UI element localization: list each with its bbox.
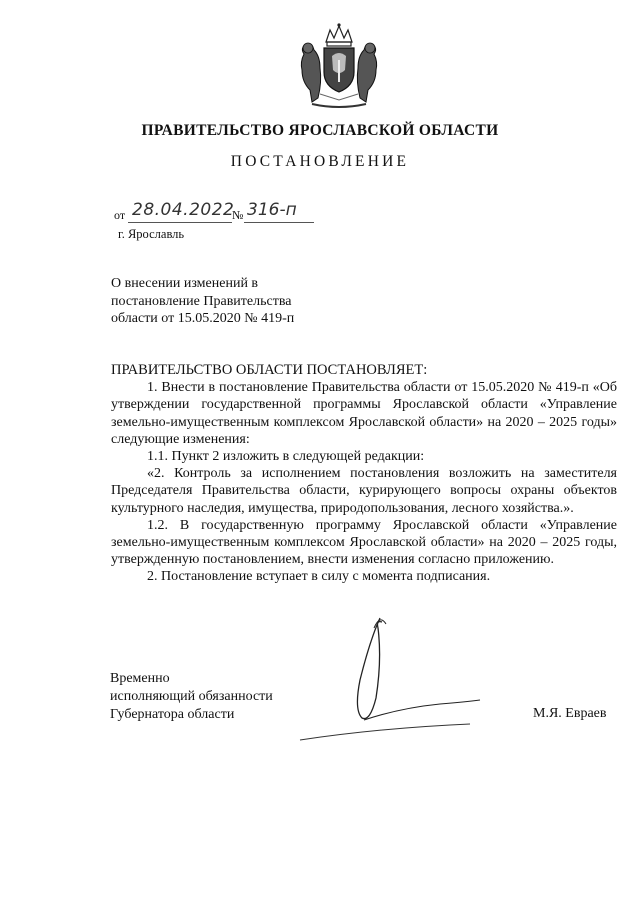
signer-position-line: Временно bbox=[110, 671, 170, 686]
paragraph-item-1-1-quote: «2. Контроль за исполнением постановления возложить на заместителя Председателя Правительства области, курирующего вопросы охраны объектов культурного наследия, имущества, природопользования, лесного хозяйства.». bbox=[111, 466, 617, 516]
coat-of-arms-icon bbox=[290, 20, 388, 112]
signer-position-line: исполняющий обязанности bbox=[110, 689, 273, 704]
handwritten-number: 316-п bbox=[247, 200, 297, 220]
document-subject bbox=[111, 275, 294, 328]
number-underline bbox=[244, 222, 314, 223]
paragraph-item-1: 1. Внести в постановление Правительства области от 15.05.2020 № 419-п «Об утверждении государственной программы Ярославской области «Управление земельно-имущественным комплексом Ярославской области» на 2020 – 2025 годы» следующие изменения: bbox=[111, 380, 617, 447]
handwritten-signature bbox=[290, 600, 490, 750]
resolution-heading: ПРАВИТЕЛЬСТВО ОБЛАСТИ ПОСТАНОВЛЯЕТ: bbox=[111, 362, 428, 378]
registration-line bbox=[114, 200, 344, 226]
document-type: ПОСТАНОВЛЕНИЕ bbox=[230, 153, 410, 170]
paragraph-item-1-1: 1.1. Пункт 2 изложить в следующей редакции: bbox=[147, 449, 425, 465]
number-prefix: № bbox=[232, 208, 244, 222]
document-body bbox=[111, 362, 617, 586]
paragraph-item-2: 2. Постановление вступает в силу с момента подписания. bbox=[147, 569, 491, 585]
subject-line: О внесении изменений в bbox=[111, 276, 259, 291]
date-prefix: от bbox=[114, 208, 126, 222]
subject-line: постановление Правительства bbox=[111, 293, 292, 309]
handwritten-date: 28.04.2022 bbox=[132, 200, 235, 220]
paragraph-item-1-2: 1.2. В государственную программу Ярославской области «Управление земельно-имущественным комплексом Ярославской области» на 2020 – 2025 годы, утвержденную постановлением, внести изменения согласно приложению. bbox=[111, 517, 617, 568]
signer-name: М.Я. Евраев bbox=[533, 706, 607, 721]
date-underline bbox=[128, 222, 232, 223]
signer-position-line: Губернатора области bbox=[110, 707, 235, 722]
subject-line: области от 15.05.2020 № 419-п bbox=[111, 311, 295, 326]
signer-position bbox=[110, 670, 273, 724]
city: г. Ярославль bbox=[118, 227, 185, 241]
government-title: ПРАВИТЕЛЬСТВО ЯРОСЛАВСКОЙ ОБЛАСТИ bbox=[141, 122, 499, 139]
